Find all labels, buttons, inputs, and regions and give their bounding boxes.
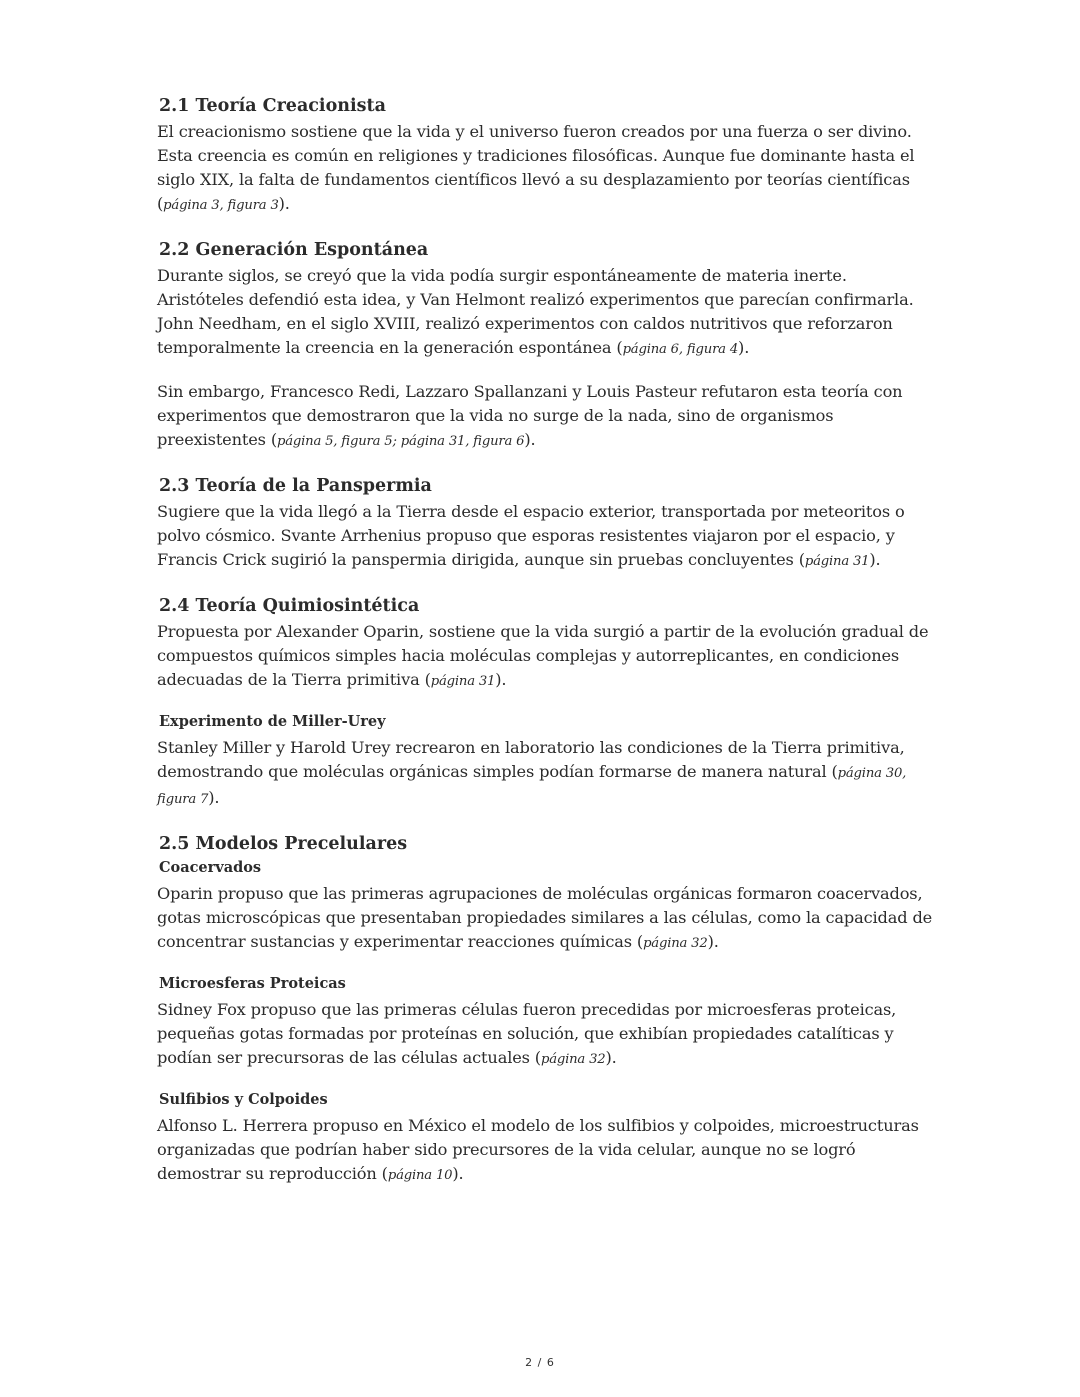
paragraph-end: ). bbox=[278, 194, 290, 213]
paragraph-text: Oparin propuso que las primeras agrupaciones de moléculas orgánicas formaron coacervados, gotas microscópicas que presentaban propiedades similares a las células, como la capacidad de concentrar sustancias y experimentar reacciones químicas ( bbox=[157, 884, 933, 951]
paragraph bbox=[157, 620, 937, 694]
page-reference: página 30, figura 7 bbox=[157, 766, 907, 807]
paragraph-end: ). bbox=[869, 550, 881, 569]
paragraph bbox=[157, 882, 937, 956]
paragraph-end: ). bbox=[524, 430, 536, 449]
document-page bbox=[157, 94, 937, 1188]
paragraph bbox=[157, 264, 937, 362]
subsection-heading-microesferas: Microesferas Proteicas bbox=[159, 975, 346, 992]
section-heading-2-1: 2.1 Teoría Creacionista bbox=[159, 96, 386, 116]
section-heading-2-4: 2.4 Teoría Quimiosintética bbox=[159, 596, 420, 616]
page-reference: página 31 bbox=[804, 554, 870, 569]
paragraph-text: El creacionismo sostiene que la vida y el universo fueron creados por una fuerza o ser divino. Esta creencia es común en religiones y tradiciones filosóficas. Aunque fue dominante hasta el siglo XIX, la falta de fundamentos científicos llevó a su desplazamiento por teorías científicas ( bbox=[157, 122, 915, 213]
page-reference: página 31 bbox=[430, 674, 496, 689]
paragraph-text: Stanley Miller y Harold Urey recrearon en laboratorio las condiciones de la Tierra primitiva, demostrando que moléculas orgánicas simples podían formarse de manera natural ( bbox=[157, 738, 905, 781]
paragraph-text: Propuesta por Alexander Oparin, sostiene que la vida surgió a partir de la evolución gradual de compuestos químicos simples hacia moléculas complejas y autorreplicantes, en condiciones adecuadas de la Tierra primitiva ( bbox=[157, 622, 929, 689]
page-number: 2 / 6 bbox=[525, 1356, 555, 1369]
paragraph bbox=[157, 998, 937, 1072]
page-reference: página 32 bbox=[540, 1052, 606, 1067]
page-reference: página 3, figura 3 bbox=[163, 198, 279, 213]
subsection-heading-sulfibios: Sulfibios y Colpoides bbox=[159, 1091, 328, 1108]
paragraph bbox=[157, 1114, 937, 1188]
paragraph-text: Durante siglos, se creyó que la vida podía surgir espontáneamente de materia inerte. Aristóteles defendió esta idea, y Van Helmont realizó experimentos que parecían confirmarla. John Needham, en el siglo XVIII, realizó experimentos con caldos nutritivos que reforzaron temporalmente la creencia en la generación espontánea ( bbox=[157, 266, 914, 357]
page-reference: página 10 bbox=[387, 1168, 453, 1183]
subsection-heading-coacervados: Coacervados bbox=[159, 859, 262, 876]
paragraph-text: Sugiere que la vida llegó a la Tierra desde el espacio exterior, transportada por meteoritos o polvo cósmico. Svante Arrhenius propuso que esporas resistentes viajaron por el espacio, y Francis Crick sugirió la panspermia dirigida, aunque sin pruebas concluyentes ( bbox=[157, 502, 905, 569]
paragraph-end: ). bbox=[738, 338, 750, 357]
paragraph bbox=[157, 120, 937, 218]
paragraph-text: Alfonso L. Herrera propuso en México el modelo de los sulfibios y colpoides, microestructuras organizadas que podrían haber sido precursores de la vida celular, aunque no se logró demostrar su reproducción ( bbox=[157, 1116, 919, 1183]
section-heading-2-3: 2.3 Teoría de la Panspermia bbox=[159, 476, 432, 496]
paragraph-end: ). bbox=[208, 788, 220, 807]
paragraph-end: ). bbox=[707, 932, 719, 951]
section-heading-2-2: 2.2 Generación Espontánea bbox=[159, 240, 429, 260]
page-reference: página 5, figura 5; página 31, figura 6 bbox=[277, 434, 525, 449]
paragraph bbox=[157, 736, 937, 812]
paragraph-end: ). bbox=[605, 1048, 617, 1067]
paragraph bbox=[157, 380, 937, 454]
paragraph-end: ). bbox=[495, 670, 507, 689]
page-reference: página 32 bbox=[643, 936, 708, 951]
paragraph bbox=[157, 500, 937, 574]
paragraph-text: Sidney Fox propuso que las primeras células fueron precedidas por microesferas proteicas, pequeñas gotas formadas por proteínas en solución, que exhibían propiedades catalíticas y podían ser precursoras de las células actuales ( bbox=[157, 1000, 897, 1067]
paragraph-end: ). bbox=[452, 1164, 464, 1183]
page-reference: página 6, figura 4 bbox=[622, 342, 739, 357]
paragraph-text: Sin embargo, Francesco Redi, Lazzaro Spallanzani y Louis Pasteur refutaron esta teoría con experimentos que demostraron que la vida no surge de la nada, sino de organismos preexistentes ( bbox=[157, 382, 903, 449]
subsection-heading-miller-urey: Experimento de Miller-Urey bbox=[159, 713, 386, 730]
section-heading-2-5: 2.5 Modelos Precelulares bbox=[159, 834, 408, 854]
